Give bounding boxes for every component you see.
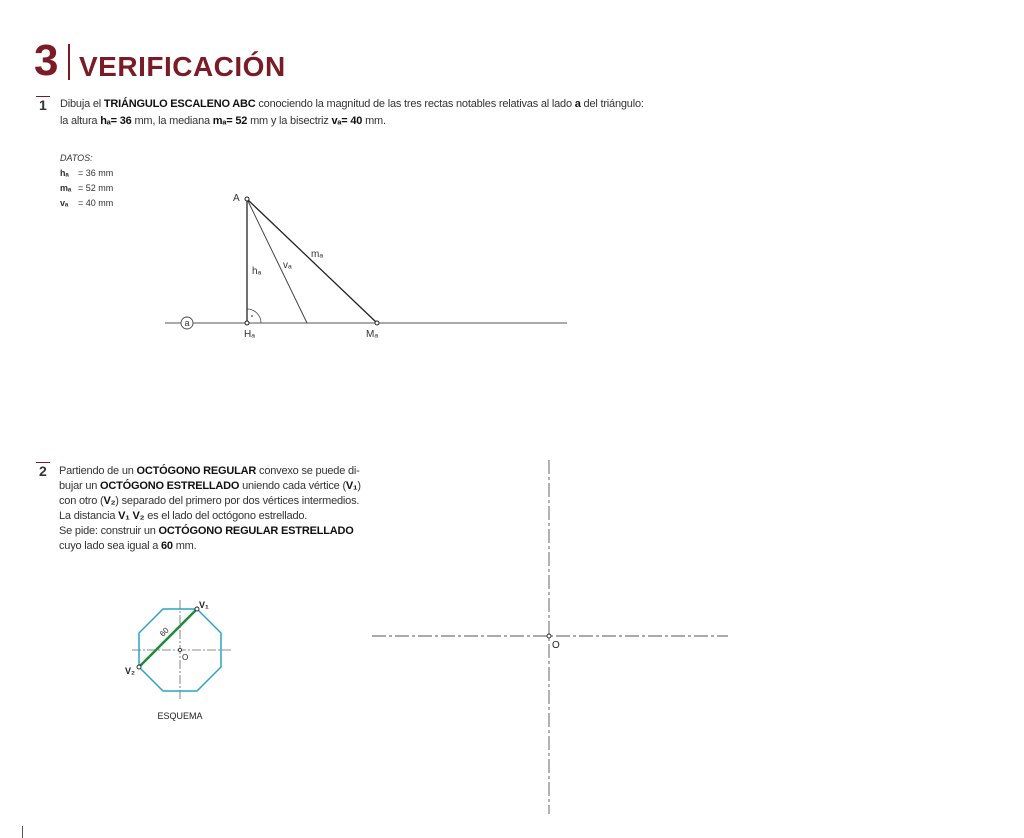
- bold-text: hₐ= 36: [100, 115, 132, 127]
- text-run: mm.: [362, 115, 386, 127]
- text-run: Dibuja el: [60, 98, 104, 110]
- datos-value: = 40 mm: [78, 198, 114, 208]
- datos-symbol: hₐ: [60, 168, 69, 178]
- text-run: conociendo la magnitud de las tres rectas notables relativas al lado: [255, 98, 575, 110]
- bold-text: TRIÁNGULO ESCALENO ABC: [103, 98, 256, 110]
- schema-caption: ESQUEMA: [157, 711, 203, 721]
- bold-text: mₐ= 52: [212, 115, 248, 127]
- text-run: mm.: [172, 540, 197, 552]
- bold-text: 60: [161, 540, 173, 552]
- text-run: Se pide: construir un: [59, 525, 159, 537]
- datos-symbol: vₐ: [60, 198, 69, 208]
- exercise-1-number: 1: [36, 96, 50, 112]
- label-va: vₐ: [283, 260, 292, 271]
- bold-text: OCTÓGONO REGULAR: [136, 465, 257, 477]
- text-run: uniendo cada vértice (: [239, 480, 346, 492]
- section-number: 3: [34, 36, 59, 85]
- bold-text: V₁ V₂: [118, 510, 145, 522]
- bold-text: OCTÓGONO REGULAR ESTRELLADO: [158, 525, 354, 537]
- text-run: La distancia: [59, 510, 119, 522]
- datos-symbol: mₐ: [60, 183, 72, 193]
- text-run: la altura: [60, 115, 101, 127]
- exercise-2-number: 2: [36, 462, 50, 478]
- datos-value: = 52 mm: [78, 183, 114, 193]
- label-v1: V₁: [199, 600, 209, 610]
- bold-text: V₁: [345, 480, 358, 492]
- label-ha: hₐ: [252, 266, 262, 277]
- label-o: O: [552, 640, 560, 651]
- bold-text: OCTÓGONO ESTRELLADO: [100, 480, 240, 492]
- center-o-schema: [178, 648, 181, 651]
- label-A: A: [233, 193, 240, 204]
- text-run: con otro (: [59, 495, 104, 507]
- label-line-a: a: [184, 318, 190, 328]
- dimension-60: 60: [158, 625, 171, 639]
- label-Ma: Mₐ: [366, 329, 379, 340]
- center-o: [547, 634, 551, 638]
- datos-label: DATOS:: [60, 153, 93, 163]
- bold-text: vₐ= 40: [331, 115, 363, 127]
- text-run: del triángulo:: [580, 98, 644, 110]
- star-side-v1-v2: [139, 609, 197, 667]
- label-v2: V₂: [125, 666, 136, 676]
- text-run: convexo se puede di-: [256, 465, 360, 477]
- section-title: VERIFICACIÓN: [79, 51, 286, 82]
- label-o-schema: O: [182, 653, 189, 662]
- text-run: mm, la mediana: [131, 115, 213, 127]
- text-run: Partiendo de un: [59, 465, 137, 477]
- octagon-schema: [125, 600, 232, 721]
- label-ma: mₐ: [311, 249, 324, 260]
- bold-text: V₂: [103, 495, 116, 507]
- text-run: cuyo lado sea igual a: [59, 540, 162, 552]
- text-run: bujar un: [59, 480, 101, 492]
- text-run: ) separado del primero por dos vértices intermedios.: [115, 495, 360, 507]
- text-run: mm y la bisectriz: [247, 115, 332, 127]
- label-Ha: Hₐ: [244, 329, 255, 340]
- construction-axes: [372, 460, 728, 814]
- page-corner-mark: [22, 826, 23, 838]
- text-run: es el lado del octógono estrellado.: [144, 510, 308, 522]
- text-run: ): [357, 480, 361, 492]
- vertex-v2: [137, 665, 141, 669]
- bold-text: a: [574, 98, 581, 110]
- datos-value: = 36 mm: [78, 168, 114, 178]
